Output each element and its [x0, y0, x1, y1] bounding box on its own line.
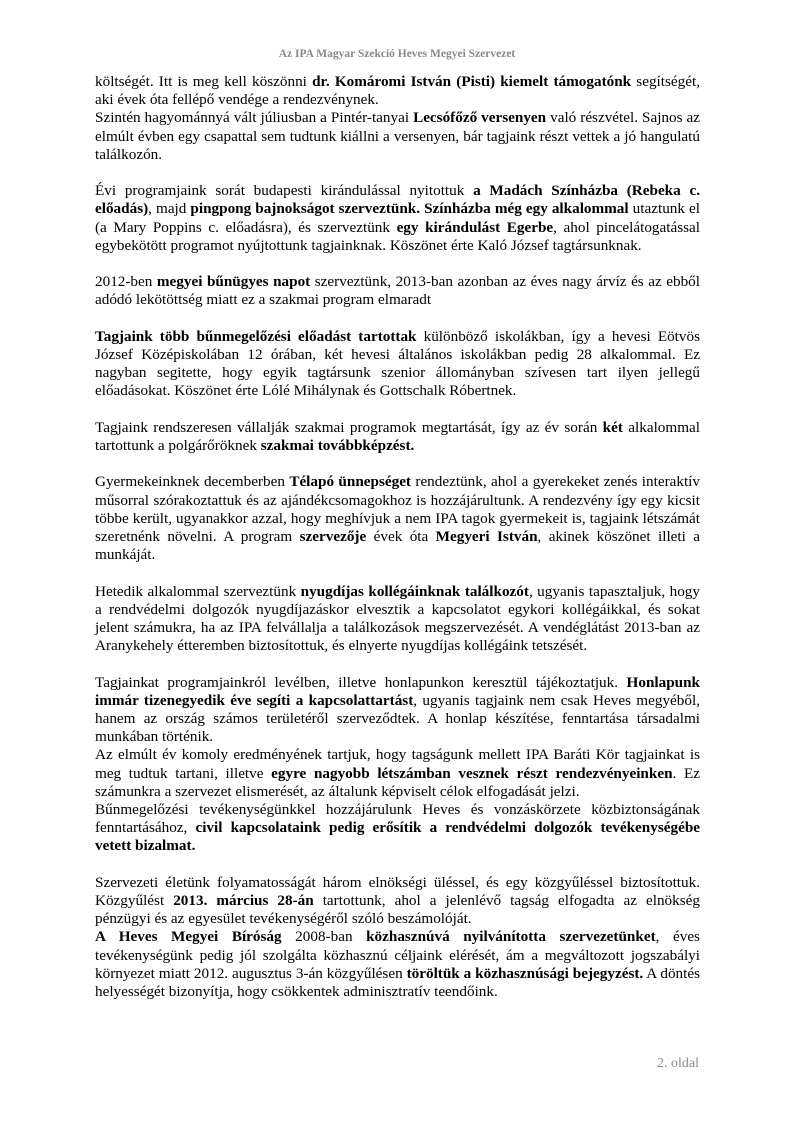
text-run: segítségét, aki évek óta fellépő vendége a rendezvénynek. [95, 73, 700, 109]
paragraph [95, 874, 700, 929]
bold-text-run: dr. Komáromi István (Pisti) kiemelt támogatónk [312, 73, 632, 90]
bold-text-run: Megyeri István [435, 528, 538, 545]
paragraph [95, 674, 700, 747]
text-run: szerveztünk, 2013-ban azonban az éves nagy árvíz és az ebből adódó lekötöttség miatt ez a szakmai program elmaradt [95, 273, 700, 309]
bold-text-run: megyei bűnügyes napot [156, 273, 311, 291]
document-body [95, 73, 700, 1001]
text-run: Szintén hagyománnyá vált júliusban a Pintér-tanyai [95, 109, 414, 127]
bold-text-run: szakmai továbbképzést. [260, 437, 415, 454]
paragraph [95, 328, 700, 401]
bold-text-run: civil kapcsolataink pedig erősítik a rendvédelmi dolgozók tevékenységébe vetett bizalmat. [95, 819, 701, 855]
text-run: rendeztünk, ahol a gyerekeket zenés interaktív műsorral szórakoztattuk és az ajándékcsomagokhoz is hozzájárultunk. A rendezvény így egy kicsit többe került, ugyanakkor azzal, hogy meghívjuk a nem IPA tagok gyermekeit is, tagjaink létszámát szeretnénk növelni. A program [95, 473, 700, 545]
text-run: Évi programjaink sorát budapesti kirándulással nyitottuk [95, 182, 474, 200]
text-run: való részvétel. Sajnos az elmúlt évben egy csapattal sem tudtunk kiállni a versenyen, bár tagjaink részt vettek a jó hangulatú találkozón. [95, 109, 700, 163]
text-run: alkalommal tartottunk a polgárőröknek [95, 418, 700, 454]
text-run: Tagjaink rendszeresen vállalják szakmai programok megtartását, így az év során [95, 418, 603, 436]
text-run: , éves tevékenységünk pedig jól szolgálta közhasznú céljaink elérését, ám a megváltozott jogszabályi környezet miatt 2012. augusztus 3-án közgyűlésen [95, 928, 700, 982]
paragraph [95, 273, 700, 309]
text-run: tartottunk, ahol a jelenlévő tagság elfogadta az elnökség pénzügyi és az egyesület tevékenységéről szóló beszámolóját. [95, 892, 700, 928]
text-run: Az elmúlt év komoly eredményének tartjuk, hogy tagságunk mellett IPA Baráti Kör tagjainkat is meg tudtuk tartani, illetve [95, 746, 700, 782]
paragraph [95, 109, 700, 164]
bold-text-run: szervezője [299, 528, 367, 545]
bold-text-run: két [602, 418, 623, 436]
text-run: A döntés helyességét bizonyítja, hogy csökkentek adminisztratív teendőink. [95, 964, 701, 1001]
paragraph [95, 182, 700, 255]
bold-text-run: Honlapunk immár tizenegyedik éve segíti a kapcsolattartást [95, 673, 700, 709]
paragraph [95, 473, 700, 564]
paragraph [95, 801, 700, 856]
bold-text-run: 2013. március 28-án [173, 892, 314, 910]
paragraph [95, 73, 700, 109]
text-run: 2008-ban [281, 928, 367, 946]
text-run: , ugyanis tagjaink nem csak Heves megyéből, hanem az ország számos területéről szerveződtek. A honlap készítése, fenntartása társadalmi munkában történik. [95, 691, 700, 746]
bold-text-run: Tagjaink több bűnmegelőzési előadást tartottak [95, 327, 417, 345]
page-number: 2. oldal [657, 1056, 699, 1071]
text-run: Tagjainkat programjainkról levélben, illetve honlapunkon keresztül tájékoztatjuk. [95, 673, 627, 691]
text-run: Bűnmegelőzési tevékenységünkkel hozzájárulunk Heves és vonzáskörzete közbiztonságának fenntartásához, [95, 801, 700, 837]
bold-text-run: pingpong bajnokságot szerveztünk. Színházba még egy alkalommal [190, 200, 629, 218]
text-run: különböző iskolákban, így a hevesi Eötvös József Középiskolában 12 órában, két hevesi általános iskolákban pedig 28 alkalommal. Ez nagyban segitette, hogy egyik tagtársunk szenior állományban szívesen tart ilyen jellegű előadásokat. Köszönet érte Lólé Mihálynak és Gottschalk Róbertnek. [95, 327, 701, 400]
text-run: évek óta [366, 528, 436, 545]
paragraph-spacer [95, 655, 700, 673]
bold-text-run: a Madách Színházba (Rebeka c. előadás) [95, 182, 700, 218]
paragraph-spacer [95, 164, 700, 182]
bold-text-run: A Heves Megyei Bíróság [95, 928, 282, 946]
text-run: Gyermekeinknek decemberben [95, 473, 290, 491]
text-run: , akinek köszönet illeti a munkáját. [95, 528, 700, 564]
paragraph-spacer [95, 255, 700, 273]
bold-text-run: egyre nagyobb létszámban vesznek részt rendezvényeinken [271, 764, 673, 782]
text-run: , majd [148, 200, 191, 218]
bold-text-run: közhasznúvá nyilvánította szervezetünket [366, 928, 656, 946]
bold-text-run: Télapó ünnepséget [289, 473, 411, 491]
text-run: . Ez számunkra a szervezet elismerését, az általunk képviselt célok elfogadását jelzi. [95, 764, 700, 800]
bold-text-run: töröltük a közhasznúsági bejegyzést. [406, 964, 644, 982]
paragraph [95, 746, 700, 801]
paragraph [95, 419, 700, 455]
bold-text-run: egy kirándulást Egerbe [396, 218, 554, 236]
text-run: , ahol pincelátogatással egybekötött programot nyújtottunk tagjainknak. Köszönet érte Kaló József tagtársunknak. [95, 218, 700, 254]
text-run: utaztunk el (a Mary Poppins c. előadásra), és szerveztünk [95, 200, 700, 236]
bold-text-run: Lecsófőző versenyen [413, 109, 547, 127]
text-run: Szervezeti életünk folyamatosságát három elnökségi üléssel, és egy közgyűléssel biztosítottuk. Közgyűlést [95, 873, 700, 910]
paragraph-spacer [95, 401, 700, 419]
text-run: , ugyanis tapasztaljuk, hogy a rendvédelmi dolgozók nyugdíjazáskor elvesztik a kapcsolatot egykori kollégáikkal, és sokat jelent számukra, ha az IPA felvállalja a találkozások megszervezését. A vendéglátást 2013-ban az Aranykehely étteremben biztosítottuk, és elnyerte nyugdíjas kollégáink tetszését. [95, 582, 700, 655]
text-run: költségét. Itt is meg kell köszönni [95, 73, 313, 90]
paragraph-spacer [95, 310, 700, 328]
paragraph-spacer [95, 455, 700, 473]
bold-text-run: nyugdíjas kollégáinknak találkozót [300, 582, 529, 600]
paragraph [95, 583, 700, 656]
text-run: 2012-ben [95, 273, 157, 291]
paragraph [95, 928, 700, 1001]
paragraph-spacer [95, 856, 700, 874]
text-run: Hetedik alkalommal szerveztünk [95, 582, 301, 600]
running-header: Az IPA Magyar Szekció Heves Megyei Szervezet [278, 48, 516, 60]
paragraph-spacer [95, 564, 700, 582]
